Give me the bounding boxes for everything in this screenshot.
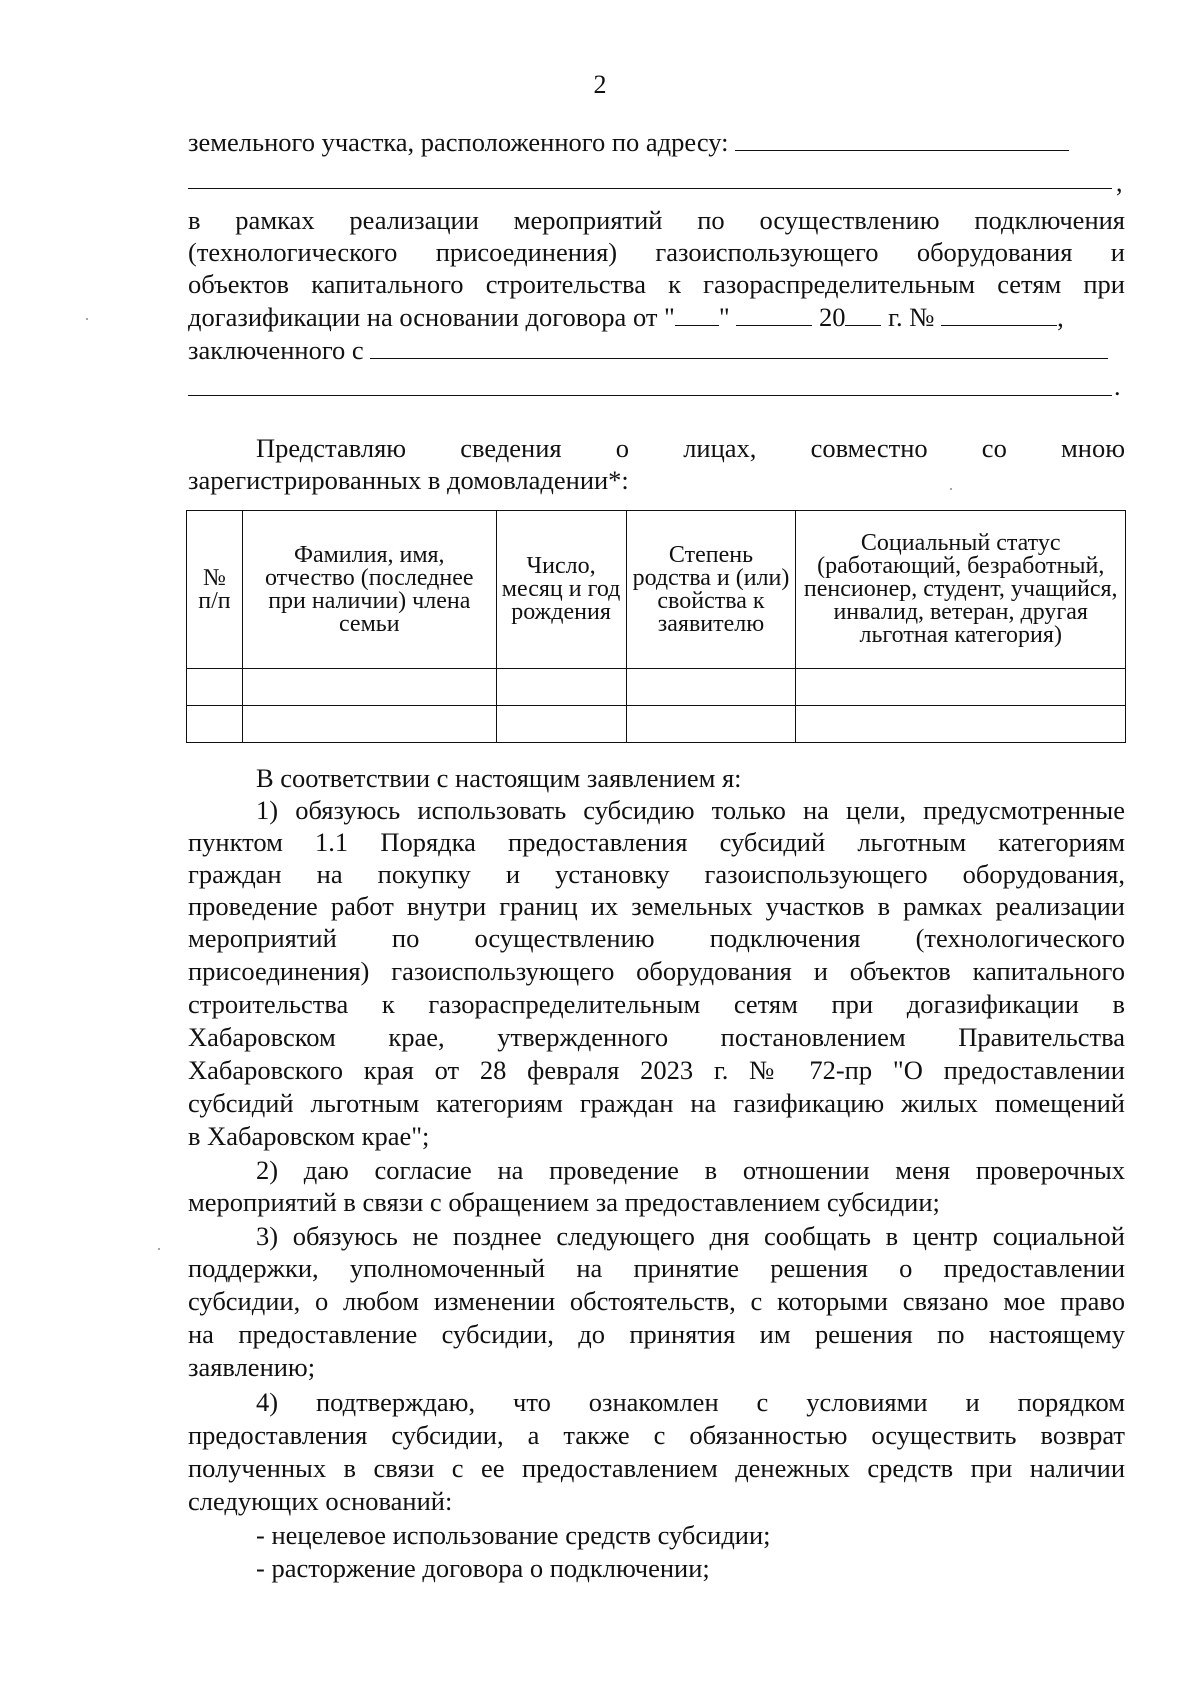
item1-line: 1) обязуюсь использовать субсидию только на цели, предусмотренные: [256, 795, 1125, 825]
contract-year-prefix: 20: [818, 302, 846, 332]
header-social-status: Социальный статус (работающий, безработный, пенсионер, студент, учащийся, инвалид, ветеран, другая льготная категория): [796, 511, 1126, 669]
contract-text: догазификации на основании договора от ": [188, 302, 675, 332]
contract-number-field[interactable]: [941, 301, 1057, 326]
contract-number-label: г. №: [888, 302, 935, 332]
intro-line1: Представляю сведения о лицах, совместно со мною: [256, 433, 1125, 463]
contractor-field[interactable]: [370, 334, 1108, 359]
table-cell[interactable]: [496, 706, 626, 743]
table-cell[interactable]: [626, 706, 796, 743]
paragraph1-line1: в рамках реализации мероприятий по осуществлению подключения: [188, 205, 1125, 235]
table-cell[interactable]: [242, 669, 496, 706]
item1-line: Хабаровском крае, утвержденного постановлением Правительства: [188, 1022, 1125, 1052]
table-cell[interactable]: [187, 706, 243, 743]
contractor-end-period: .: [1114, 372, 1121, 401]
item1-line: пунктом 1.1 Порядка предоставления субсидий льготным категориям: [188, 827, 1125, 857]
intro-line2: зарегистрированных в домовладении*:: [188, 465, 629, 495]
item3-line: на предоставление субсидии, до принятия им решения по настоящему: [188, 1319, 1125, 1349]
statement-heading: В соответствии с настоящим заявлением я:: [256, 763, 742, 793]
item3-line: поддержки, уполномоченный на принятие решения о предоставлении: [188, 1253, 1125, 1283]
table-cell[interactable]: [796, 669, 1126, 706]
header-number: № п/п: [187, 511, 243, 669]
item2-line: мероприятий в связи с обращением за предоставлением субсидии;: [188, 1187, 940, 1217]
contract-day-field[interactable]: [675, 301, 719, 326]
contract-quote: ": [718, 302, 730, 332]
item1-line: мероприятий по осуществлению подключения (технологического: [188, 923, 1125, 953]
item3-line: субсидии, о любом изменении обстоятельств, с которыми связано мое право: [188, 1286, 1125, 1316]
table-cell[interactable]: [626, 669, 796, 706]
bullet-item: - нецелевое использование средств субсидии;: [256, 1520, 771, 1550]
item1-line: в Хабаровском крае";: [188, 1121, 430, 1151]
address-continuation-field[interactable]: [188, 188, 1112, 189]
item1-line: строительства к газораспределительным сетям при догазификации в: [188, 989, 1125, 1019]
item2-line: 2) даю согласие на проведение в отношении меня проверочных: [256, 1155, 1125, 1185]
contractor-continuation-field[interactable]: [188, 395, 1112, 396]
table-cell[interactable]: [187, 669, 243, 706]
table-cell[interactable]: [496, 669, 626, 706]
item1-line: граждан на покупку и установку газоиспользующего оборудования,: [188, 859, 1125, 889]
item3-line: заявлению;: [188, 1352, 316, 1382]
table-cell[interactable]: [796, 706, 1126, 743]
table-header-row: [187, 511, 1126, 669]
item4-line: следующих оснований:: [188, 1486, 453, 1516]
item4-line: 4) подтверждаю, что ознакомлен с условиями и порядком: [256, 1387, 1125, 1417]
page-number: 2: [593, 70, 607, 99]
contract-month-field[interactable]: [736, 301, 812, 326]
address-line: [188, 126, 1125, 158]
scan-speck: [86, 318, 88, 320]
header-birth-date: Число, месяц и год рождения: [496, 511, 626, 669]
bullet-item: - расторжение договора о подключении;: [256, 1553, 710, 1583]
table-cell[interactable]: [242, 706, 496, 743]
item1-line: Хабаровского края от 28 февраля 2023 г. № 72-пр "О предоставлении: [188, 1055, 1125, 1085]
address-end-comma: ,: [1116, 168, 1123, 197]
paragraph1-line2: (технологического присоединения) газоиспользующего оборудования и: [188, 237, 1125, 267]
scan-speck: [158, 1248, 160, 1250]
table-row: [187, 706, 1126, 743]
contractor-label: заключенного с: [188, 335, 364, 365]
contract-end-comma: ,: [1057, 302, 1064, 332]
header-relationship: Степень родства и (или) свойства к заявителю: [626, 511, 796, 669]
paragraph1-line3: объектов капитального строительства к газораспределительным сетям при: [188, 269, 1125, 299]
contract-line: [188, 301, 1125, 333]
item1-line: проведение работ внутри границ их земельных участков в рамках реализации: [188, 891, 1125, 921]
item4-line: предоставления субсидии, а также с обязанностью осуществить возврат: [188, 1420, 1125, 1450]
item3-line: 3) обязуюсь не позднее следующего дня сообщать в центр социальной: [256, 1221, 1125, 1251]
family-members-table: [186, 510, 1126, 743]
item1-line: субсидий льготным категориям граждан на газификацию жилых помещений: [188, 1088, 1125, 1118]
table-row: [187, 669, 1126, 706]
contractor-line: [188, 334, 1125, 366]
item1-line: присоединения) газоиспользующего оборудования и объектов капитального: [188, 956, 1125, 986]
contract-year-field[interactable]: [845, 301, 881, 326]
item4-line: полученных в связи с ее предоставлением денежных средств при наличии: [188, 1453, 1125, 1483]
header-full-name: Фамилия, имя, отчество (последнее при наличии) члена семьи: [242, 511, 496, 669]
scan-speck: [950, 488, 952, 490]
address-field[interactable]: [735, 126, 1069, 151]
address-label: земельного участка, расположенного по адресу:: [188, 127, 729, 157]
